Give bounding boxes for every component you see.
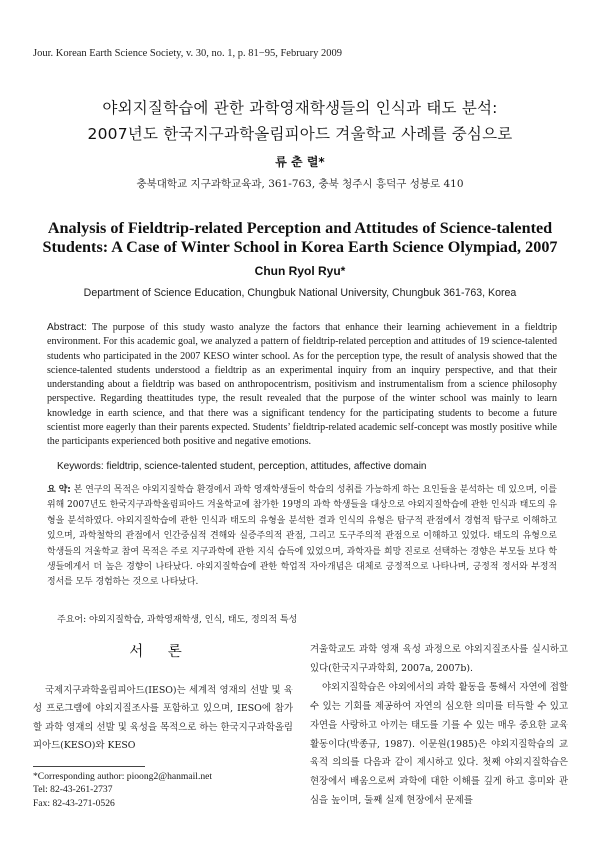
english-title-line2: Students: A Case of Winter School in Korea Earth Science Olympiad, 2007 bbox=[42, 238, 558, 256]
korean-abstract bbox=[47, 483, 557, 591]
intro-right-column bbox=[310, 641, 568, 811]
intro-paragraph: 겨울학교도 과학 영재 육성 과정으로 야외지질조사를 실시하고 있다(한국지구과학회, 2007a, 2007b). bbox=[310, 644, 568, 674]
telephone-note: Tel: 82-43-261-2737 bbox=[33, 784, 113, 796]
intro-paragraph: 국제지구과학올림피아드(IESO)는 세계적 영재의 선발 및 육성 프로그램에 야외지질조사를 포함하고 있으며, IESO에 참가할 과학 영재의 선발 및 육성을 목적으로 하는 한국지구과학올림피아드(KESO)와 KESO bbox=[33, 685, 293, 752]
corresponding-author-note: *Corresponding author: pioong2@hanmail.net bbox=[33, 771, 213, 782]
korean-abstract-text: 본 연구의 목적은 야외지질학습 환경에서 과학 영재학생들이 학습의 성취를 가능하게 하는 요인들을 분석하는 데 있으며, 이를 위해 2007년도 한국지구과학올림피아드 겨울학교에 참가한 19명의 과학 학생들을 대상으로 야외지질학습에 관한 인식과 태도의 유형을 분석하였다. 야외지질학습에 관한 인식과 태도의 유형을 분석한 결과 인식의 유형은 탐구적 관점에서 경험적 탐구로 이해하고 있으며, 과학철학의 관점에서 인간중심적 견해와 실증주의적 관점, 그리고 도구주의적 관점으로 이해하고 있었다. 태도의 유형으로 학생들의 겨울학교 참여 목적은 주로 지구과학에 관한 지식 습득에 있었으며, 과학자를 희망 진로로 선택하는 경향은 부모들 보다 학생들에게서 더 높은 경향이 나타났다. 야외지질학습에 관한 학업적 자아개념은 대체로 긍정적으로 나타나며, 긍정적 정서와 부정적 정서를 모두 경험하는 것으로 나타났다. bbox=[47, 485, 557, 588]
keywords-label: Keywords: bbox=[57, 461, 104, 472]
korean-keywords-text: 야외지질학습, 과학영재학생, 인식, 태도, 정의적 특성 bbox=[86, 615, 298, 625]
korean-title-line1: 야외지질학습에 관한 과학영재학생들의 인식과 태도 분석: bbox=[102, 99, 498, 117]
keywords-text: fieldtrip, science-talented student, perception, attitudes, affective domain bbox=[103, 461, 427, 472]
english-author: Chun Ryol Ryu* bbox=[254, 264, 346, 278]
korean-abstract-label: 요 약: bbox=[47, 485, 71, 495]
korean-affiliation: 충북대학교 지구과학교육과, 361-763, 충북 청주시 흥덕구 성봉로 410 bbox=[136, 178, 464, 190]
korean-title-line2: 2007년도 한국지구과학올림피아드 겨울학교 사례를 중심으로 bbox=[87, 125, 513, 143]
footnotes bbox=[33, 770, 212, 810]
abstract-label: Abstract: bbox=[47, 322, 87, 333]
intro-paragraph: 야외지질학습은 야외에서의 과학 활동을 통해서 자연에 접할 수 있는 기회를 제공하여 자연의 심오한 의미를 터득할 수 있고 자연을 사랑하고 아끼는 태도를 기를 수 있는 매우 중요한 교육활동이다(박종규, 1987). 이문원(1985)은 야외지질학습의 교육적 의의를 다음과 같이 제시하고 있다. 첫째 야외지질학습은 현장에서 배움으로써 과학에 대한 이해를 깊게 하고 흥미와 관심을 높이며, 둘째 실제 현장에서 문제를 bbox=[310, 681, 568, 807]
abstract-text: The purpose of this study wasto analyze the factors that enhance their learning achievement in a fieldtrip environment. For this academic goal, we analyzed a pattern of fieldtrip-related perception and attitudes of 19 science-talented students who participated in the 2007 KESO winter school. As for the perception type, the result of analysis showed that the science-talented students understood a fieldtrip as an experimental inquiry from an inquiry perspective, and that their understanding about a fieldtrip was based on anthropocentrism, positivism and instrumentalism from a science philosophy perspective. Regarding theattitudes type, the result revealed that the purpose of the winter school was mainly to learn knowledge in earth science, and that there was a significant tendency for the participating students to become a future scientist more eagerly than their parents expected. Students’ fieldtrip-related academic self-concept was mostly positive while the participants experienced both positive and negative emotions. bbox=[47, 322, 557, 448]
section-heading-introduction: 서 론 bbox=[129, 644, 192, 660]
fax-note: Fax: 82-43-271-0526 bbox=[33, 797, 115, 809]
korean-keywords bbox=[57, 612, 557, 625]
english-keywords bbox=[57, 461, 557, 472]
english-abstract bbox=[47, 321, 557, 450]
intro-left-column bbox=[33, 682, 293, 756]
korean-author: 류 춘 렬* bbox=[275, 155, 325, 169]
english-title-line1: Analysis of Fieldtrip-related Perception and Attitudes of Science-talented bbox=[47, 219, 553, 237]
english-affiliation: Department of Science Education, Chungbuk National University, Chungbuk 361-763, Korea bbox=[83, 287, 517, 299]
footnote-divider bbox=[33, 766, 145, 767]
journal-citation: Jour. Korean Earth Science Society, v. 30, no. 1, p. 81−95, February 2009 bbox=[33, 48, 342, 59]
korean-keywords-label: 주요어: bbox=[57, 615, 87, 625]
